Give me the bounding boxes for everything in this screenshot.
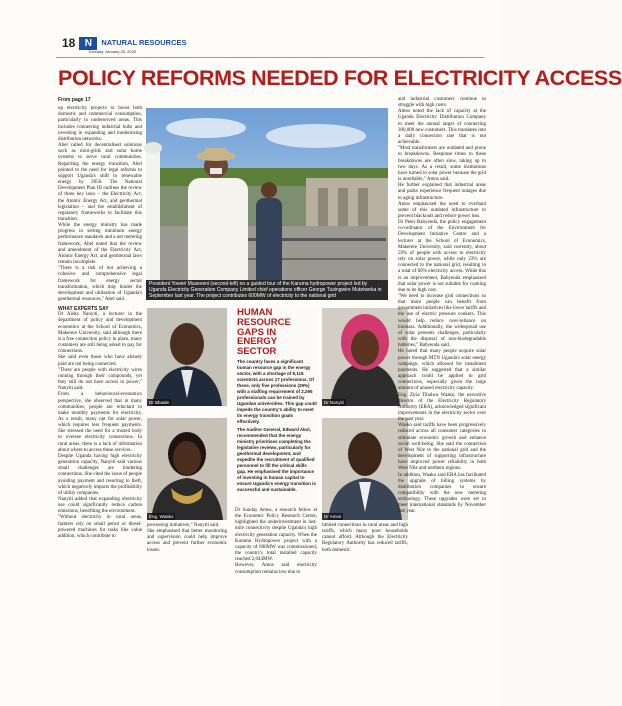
portrait-amos (322, 418, 408, 520)
sidebar-paragraph: The Auditor General, Edward Akol, recommended that the energy ministry prioritises completing the legislative reviews, particularly for geothermal development, and expedite the recruitment of qualified personnel to fill the critical skills gap. He emphasised the importance of investing in human capital to ensure Uganda's energy transition is successful and sustainable. (237, 426, 316, 492)
person-photo (322, 308, 408, 406)
paragraph: In addition, Waako said ERA has facilitated the upgrade of billing systems by distribution companies to ensure compatibility with the new metering technology. These upgrades were set to meet international standards by November last year. (398, 472, 486, 515)
paragraph: From a behavioural-economics perspective, she observed that in many communities, people are reluctant to make monthly payments for electricity. As a result, many opt for solar power, which requires less frequent payments. She stressed the need for a trusted body to oversee electricity connections. In rural areas, there is a lack of information about where to access these services. (58, 392, 142, 453)
paragraph: While the energy ministry has made progress in setting minimum energy performance standards and a net metering framework, Abel noted that the review and amendment of the Electricity Act, Atomic Energy Act, and geothermal laws remain incomplete. (58, 223, 142, 266)
person-photo (147, 308, 227, 406)
person-photo (147, 418, 227, 520)
sidebar-title: HUMAN RESOURCE GAPS IN ENERGY SECTOR (237, 307, 291, 358)
paragraph: Amos noted the lack of capacity at the Uganda Electricity Distribution Company to meet the annual target of connecting 300,000 new customers. This translates into a daily connection rate that is not achievable. (398, 109, 486, 146)
paragraph: Waako said tariffs have been progressively reduced across all consumer categories to stimulate economic growth and enhance social well-being. She said the connection of West Nile to the national grid and the development of supporting infrastructure have improved power reliability in both West Nile and northern regions. (398, 423, 486, 472)
portrait-waako (147, 418, 227, 520)
page-number: 18 (62, 36, 76, 50)
issue-date: Tuesday, January 28, 2025 (88, 49, 137, 54)
paragraph: Abel called for decentralised solutions such as mini-grids and solar home systems to serve rural communities. Regarding the energy transition, Abel pointed to the need for legal reforms to support Uganda's shift to renewable energy by 2050. The National Development Plan III outlines the review of three key laws – the Electricity Act, the Atomic Energy Act, and geothermal legislation – and the establishment of regulatory frameworks to facilitate this transition. (58, 143, 142, 222)
photo-caption: President Yoweri Museveni (second-left) on a guided tour of the Karuma hydropower project led by Uganda Electricity Generation Company Limited chief operations officer George Tusingwire Mutetweka in September last year. The project contributes 600MW of electricity to the national grid (146, 280, 388, 300)
paragraph: She emphasised that better monitoring and supervision could help improve access and prevent further economic losses. (147, 529, 227, 553)
paragraph: limited connections in rural areas and high tariffs, which many poor households cannot afford. Although the Electricity Regulatory Authority has reduced tariffs, both domestic (322, 523, 408, 553)
headline: POLICY REFORMS NEEDED FOR ELECTRICITY ACCESS (58, 66, 622, 90)
paragraph: She said even those who have already paid are not being connected. (58, 355, 142, 367)
karuma-tour-photo (146, 108, 388, 294)
sidebar-body (237, 359, 317, 493)
paragraph: "There is a risk of not achieving a cohesive and comprehensive legal framework for energy sector transformation, which may hinder the development and utilisation of Uganda's geothermal resources," Abel said. (58, 266, 142, 302)
paragraph: Amos emphasised the need to overhaul some of this outdated infrastructure to prevent blackouts and reduce power loss. (398, 201, 486, 219)
paragraph: He noted that many people acquire solar power through MTN Uganda's solar energy campaign, which allowed for instalment payments. He suggested that a similar approach could be applied to grid connections, especially given the large amount of unused electricity capacity. (398, 349, 486, 392)
subheading: WHAT EXPERTS SAY (58, 306, 109, 313)
photo-scene (146, 108, 388, 294)
paragraph: and industrial customers continue to struggle with high costs. (398, 97, 486, 109)
sidebar-paragraph: The country faces a significant human resource gap in the energy sector, with a shortage of 8,119 scientists across 17 professions. Of these, only five professions (29%) with a staffing requirement of 2,295 professionals can be trained by Ugandan universities. This gap could impede the country's ability to meet its energy transition goals effectively. (237, 358, 317, 424)
portrait-label: Dr Nanyiti (324, 400, 344, 405)
header-rule (56, 57, 484, 58)
portrait-nanyiti (322, 308, 408, 406)
paragraph: Eng. Ziria Tibalwa Waako, the executive director of the Electricity Regulatory Authority (ERA), acknowledged significant improvements in the electricity sector over the past year. (398, 392, 486, 423)
paragraph: "There are people with electricity wires running through their compounds, yet they still do not have access to power," Nanyiti said. (58, 367, 142, 392)
section-name (101, 39, 186, 47)
paragraph: "Without electricity in rural areas, farmers rely on small petrol or diesel-powered machines for tasks like value addition, which contribute to (58, 515, 142, 539)
paragraph: However, Amos said electricity consumption remains low due to (235, 563, 317, 575)
article-column-5 (398, 97, 486, 516)
paragraph: up electricity projects to boost both domestic and commercial consumption, particularly in underserved areas. This includes connecting industrial hubs and investing in expanding and modernising distribution networks. (58, 106, 142, 142)
article-column-2 (147, 523, 227, 554)
paragraph: Dr Sunday Amos, a research fellow at the Economic Policy Research Centre, highlighted the underinvestment in last-mile connectivity despite Uganda's high electricity generation capacity. When the Karuma Hydropower project with a capacity of 600MW was commissioned, the country's total installed capacity reached 2,044MW. (235, 508, 317, 563)
paragraph: Dr Peter Babyenda, the policy engagement co-ordinator of the Environment for Development Initiative Centre and a lecturer at the School of Economics, Makerere University, said currently, about 59% of people with access to electricity rely on solar power, while only 23% are connected to the national grid, resulting in a total of 60% electricity access. While this is an improvement, Babyenda emphasised that solar power is not suitable for cooking due to its high cost. (398, 220, 486, 293)
paragraph: "We need to increase grid connections so that more people can benefit from government initiatives like lower tariffs and the use of electric pressure cookers. This would help reduce over-reliance on biomass. Additionally, the widespread use of solar presents challenges, particularly with the disposal of non-biodegradable batteries," Babyenda said. (398, 294, 486, 349)
paragraph: "Most transformers are outdated and prone to breakdowns. Response times to these breakdowns are often slow, taking up to two days. As a result, some institutions have turned to solar power because the grid is unreliable," Amos said. (398, 146, 486, 183)
portrait-bbaale (147, 308, 227, 406)
paragraph: Despite Uganda having high electricity generation capacity, Nanyiti said various small challenges are hindering connections. She cited the issue of people avoiding payment and resorting to theft, which negatively impacts the profitability of utility companies. (58, 453, 142, 496)
section-name-line1: NATURAL (101, 38, 137, 47)
paragraph: He further explained that industrial areas and parks experience frequent outages due to aging infrastructure. (398, 183, 486, 201)
portrait-label: Dr Bbaale (149, 400, 170, 405)
page-header (62, 36, 187, 50)
person-photo (322, 418, 408, 520)
publication-logo: N (79, 37, 97, 50)
from-page-label: From page 17 (58, 97, 91, 103)
article-column-4 (322, 523, 408, 554)
paragraph: Nanyiti added that expanding electricity use could significantly reduce carbon emissions, benefiting the environment. (58, 497, 142, 515)
article-column-1 (58, 97, 142, 540)
section-name-line2: RESOURCES (139, 38, 187, 47)
paragraph: Dr Aisha Nanyiti, a lecturer in the department of policy and development economics at the School of Economics, Makerere University, said although there is a free connection policy in place, many customers are still being asked to pay for connections. (58, 312, 142, 355)
portrait-label: Dr Amos (324, 514, 342, 519)
human-resource-sidebar (237, 308, 317, 504)
paragraph: processing initiatives," Nanyiti said. (147, 523, 220, 528)
article-column-3 (235, 508, 317, 576)
portrait-label: Eng. Waako (149, 514, 174, 519)
